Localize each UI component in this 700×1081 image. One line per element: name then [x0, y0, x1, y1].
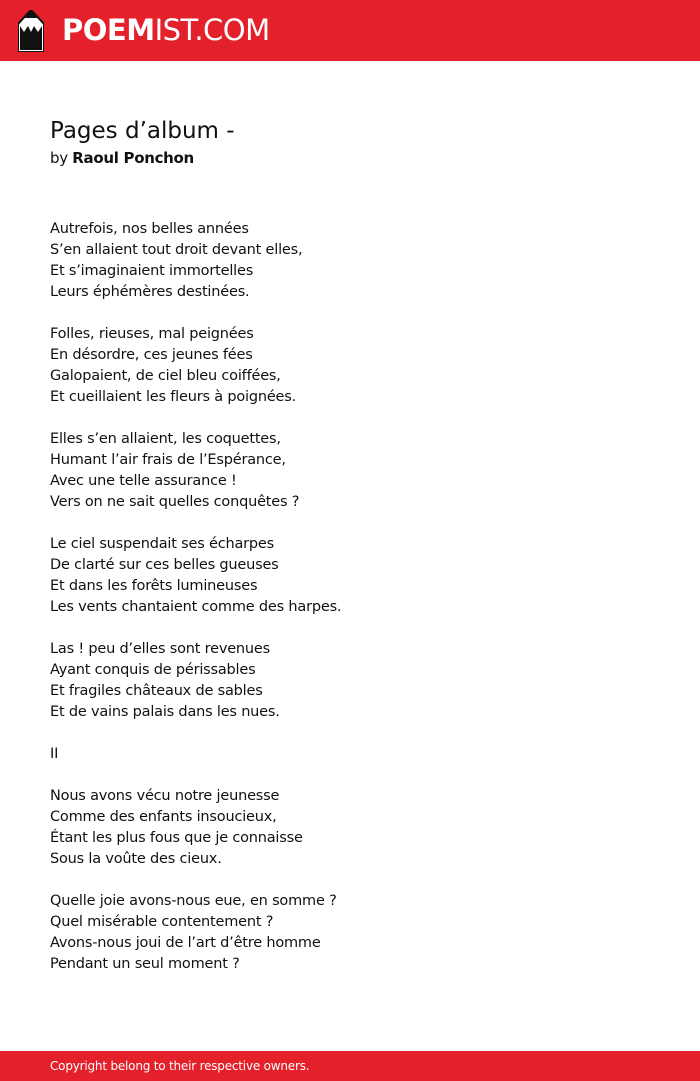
poem-line: De clarté sur ces belles gueuses	[50, 557, 279, 573]
poem-line: Et s’imaginaient immortelles	[50, 263, 254, 279]
poem-line: Humant l’air frais de l’Espérance,	[50, 452, 286, 468]
poem-line: Et fragiles châteaux de sables	[50, 683, 263, 699]
poem-line: Autrefois, nos belles années	[50, 221, 249, 237]
poem-line: Avons-nous joui de l’art d’être homme	[50, 935, 321, 951]
poem-line: Quel misérable contentement ?	[50, 914, 274, 930]
stanza-gap	[50, 723, 670, 744]
poem-line: Comme des enfants insoucieux,	[50, 809, 277, 825]
poem-byline	[50, 147, 670, 169]
site-header	[0, 0, 700, 61]
poem-line: Et de vains palais dans les nues.	[50, 704, 280, 720]
poem-line: Étant les plus fous que je connaisse	[50, 830, 303, 846]
brand-bold: POEM	[62, 13, 155, 47]
stanza-gap	[50, 513, 670, 534]
section-number: II	[50, 746, 59, 762]
stanza-gap	[50, 618, 670, 639]
site-footer	[0, 1051, 700, 1081]
poem-line: Le ciel suspendait ses écharpes	[50, 536, 274, 552]
by-label: by	[50, 149, 68, 167]
poem-line: Folles, rieuses, mal peignées	[50, 326, 254, 342]
site-logo-text[interactable]	[62, 11, 270, 49]
poem-author: Raoul Ponchon	[72, 149, 194, 167]
brand-light: IST.COM	[154, 13, 270, 47]
poem-line: Vers on ne sait quelles conquêtes ?	[50, 494, 300, 510]
poem-line: Avec une telle assurance !	[50, 473, 237, 489]
poem-line: Les vents chantaient comme des harpes.	[50, 599, 342, 615]
poem-line: Quelle joie avons-nous eue, en somme ?	[50, 893, 337, 909]
poem-line: Pendant un seul moment ?	[50, 956, 240, 972]
stanza-gap	[50, 870, 670, 891]
poem-line: Nous avons vécu notre jeunesse	[50, 788, 280, 804]
poem-line: Galopaient, de ciel bleu coiffées,	[50, 368, 281, 384]
poem-title: Pages d’album -	[50, 118, 235, 144]
poem-line: Sous la voûte des cieux.	[50, 851, 222, 867]
poem-line: S’en allaient tout droit devant elles,	[50, 242, 303, 258]
stanza-gap	[50, 765, 670, 786]
poem-line: Et dans les forêts lumineuses	[50, 578, 258, 594]
copyright-text: Copyright belong to their respective owners.	[50, 1059, 310, 1073]
poem-line: Las ! peu d’elles sont revenues	[50, 641, 270, 657]
stanza-gap	[50, 408, 670, 429]
poem-line: Et cueillaient les fleurs à poignées.	[50, 389, 297, 405]
poem-body	[50, 219, 670, 975]
poem-content	[50, 115, 670, 975]
pencil-logo-icon[interactable]	[18, 10, 44, 52]
poem-line: Ayant conquis de périssables	[50, 662, 256, 678]
poem-line: Elles s’en allaient, les coquettes,	[50, 431, 281, 447]
stanza-gap	[50, 303, 670, 324]
poem-line: Leurs éphémères destinées.	[50, 284, 250, 300]
poem-line: En désordre, ces jeunes fées	[50, 347, 253, 363]
